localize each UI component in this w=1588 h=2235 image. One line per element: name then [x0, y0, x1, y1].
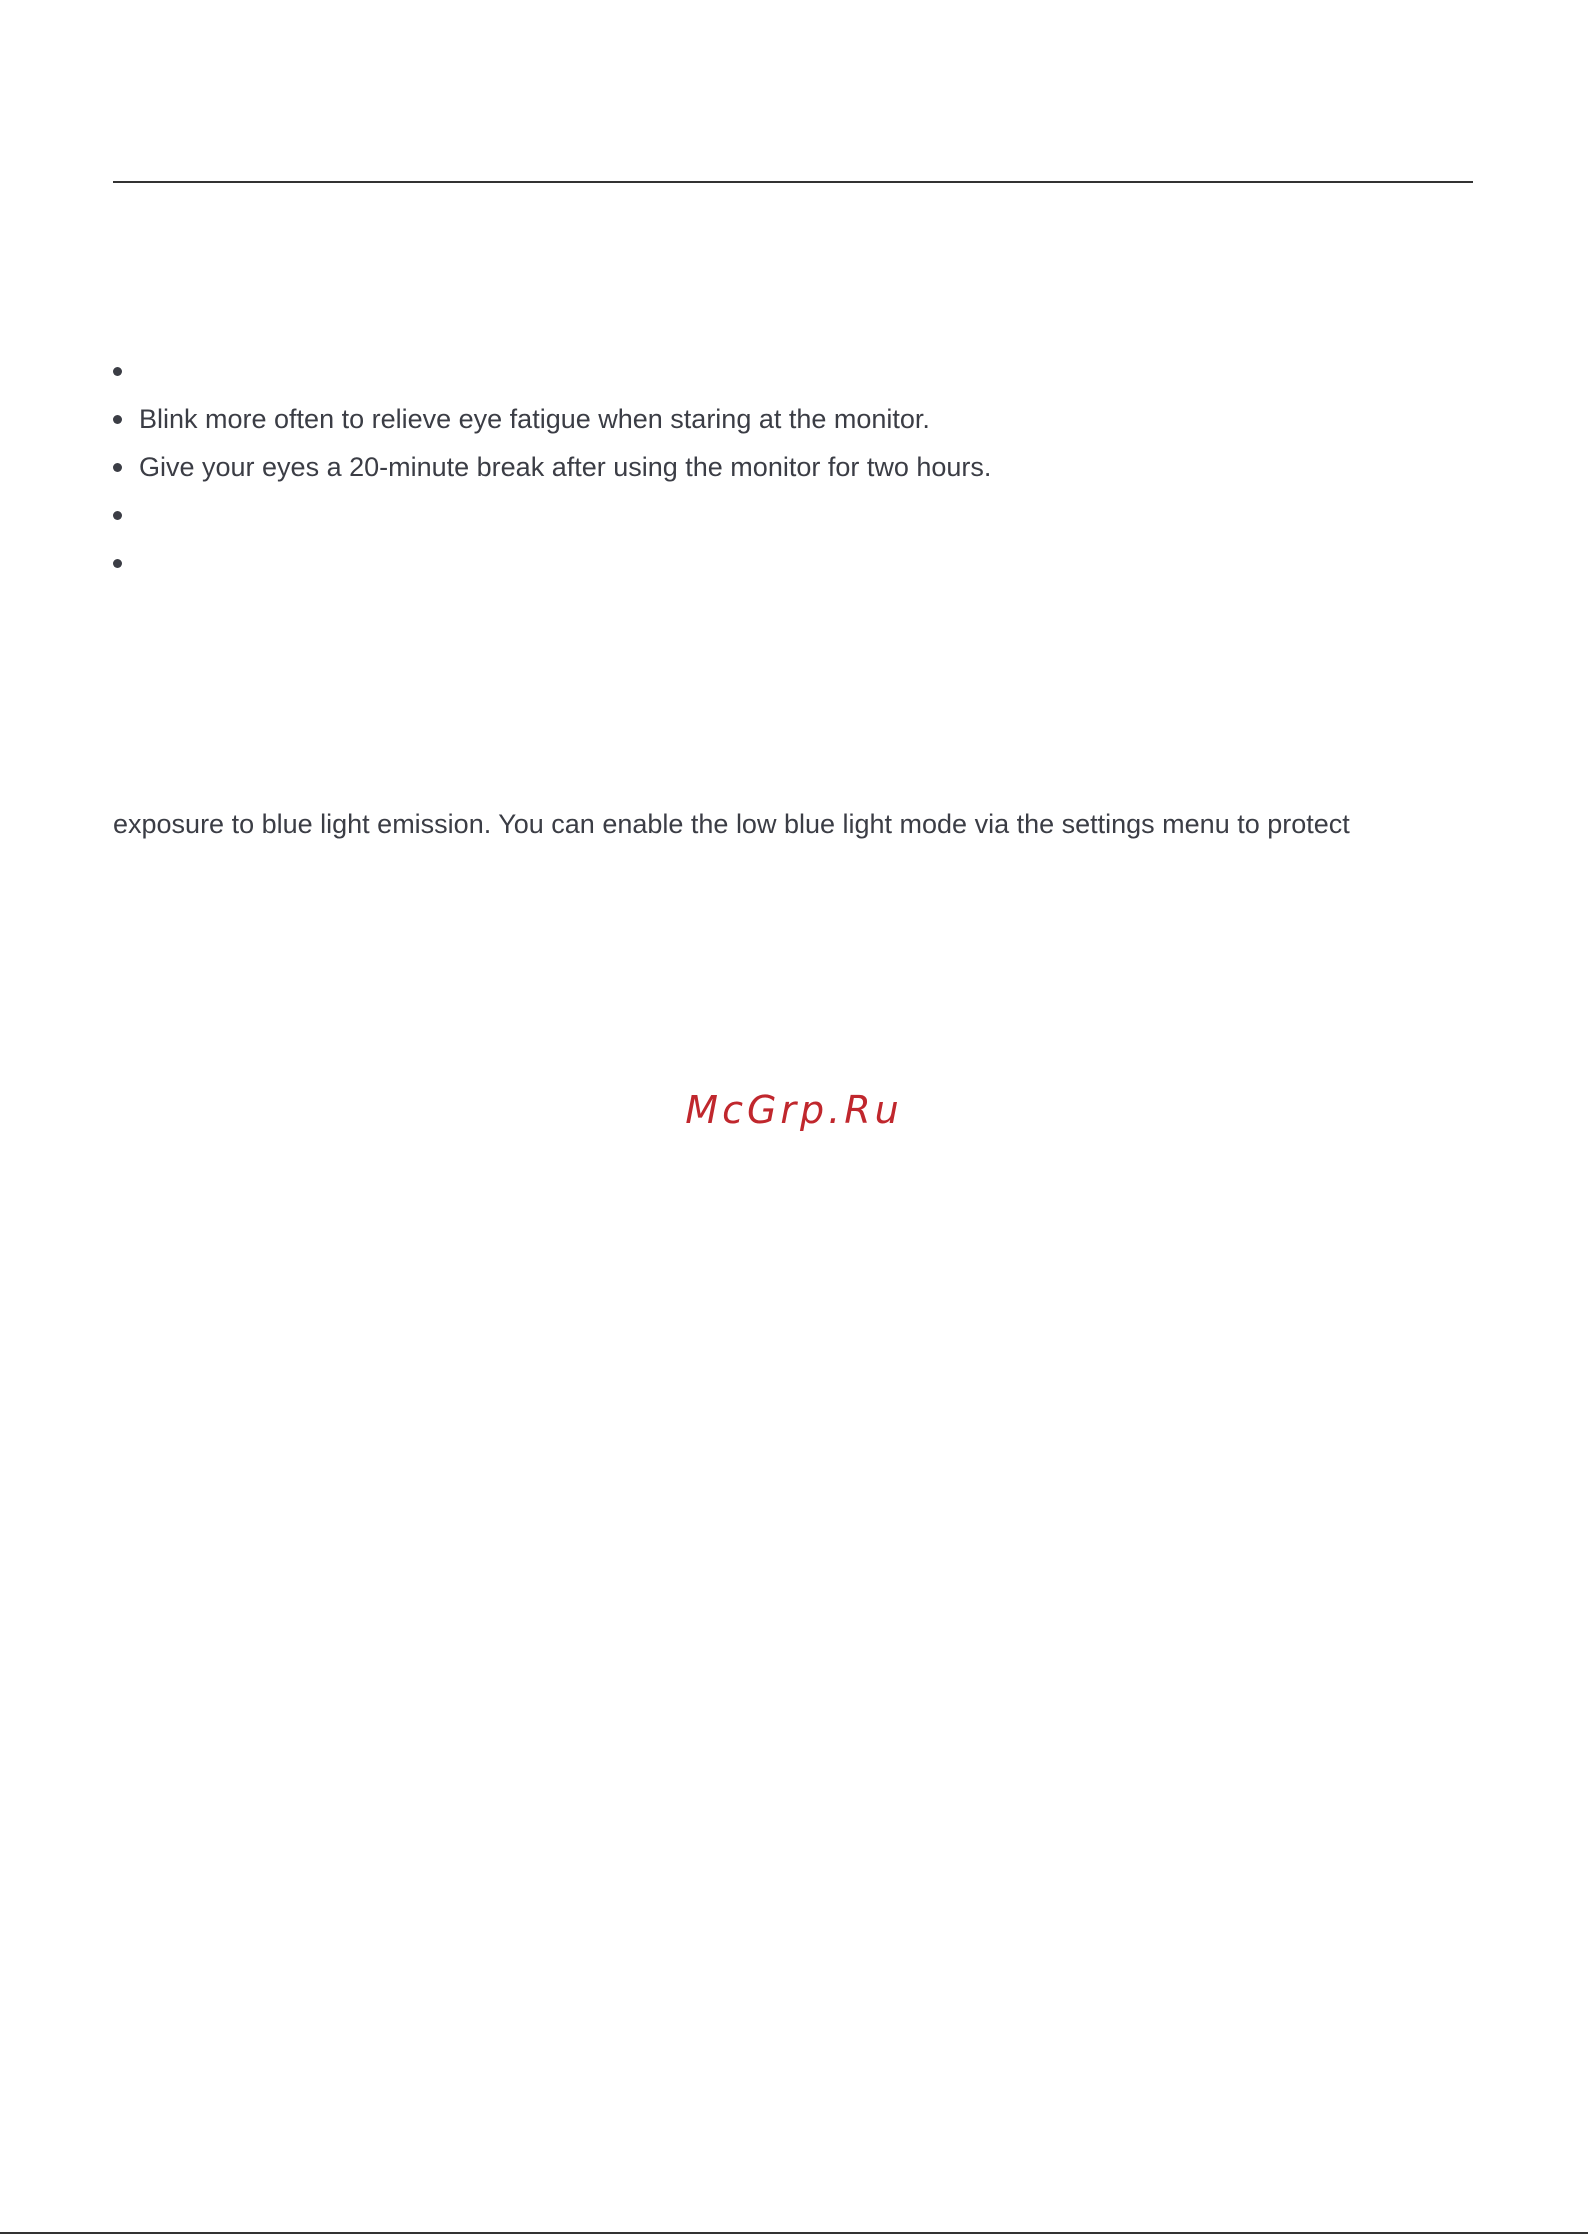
- blue-light-paragraph: exposure to blue light emission. You can enable the low blue light mode via the settings menu to protect: [113, 809, 1350, 839]
- bullet-icon: [113, 511, 122, 520]
- list-item: [113, 347, 1473, 395]
- list-item: [113, 491, 1473, 539]
- watermark: McGrp.Ru: [685, 1088, 903, 1132]
- bullet-icon: [113, 415, 122, 424]
- list-item-text: Blink more often to relieve eye fatigue when staring at the monitor.: [139, 404, 930, 434]
- top-divider: [113, 181, 1473, 183]
- bullet-icon: [113, 559, 122, 568]
- bullet-icon: [113, 463, 122, 472]
- bullet-icon: [113, 367, 122, 376]
- bottom-divider: [0, 2232, 1588, 2234]
- list-item: [113, 443, 1473, 491]
- list-item-text: Give your eyes a 20-minute break after using the monitor for two hours.: [139, 452, 992, 482]
- list-item: [113, 395, 1473, 443]
- list-item: [113, 539, 1473, 587]
- eye-care-tips-list: [113, 347, 1473, 587]
